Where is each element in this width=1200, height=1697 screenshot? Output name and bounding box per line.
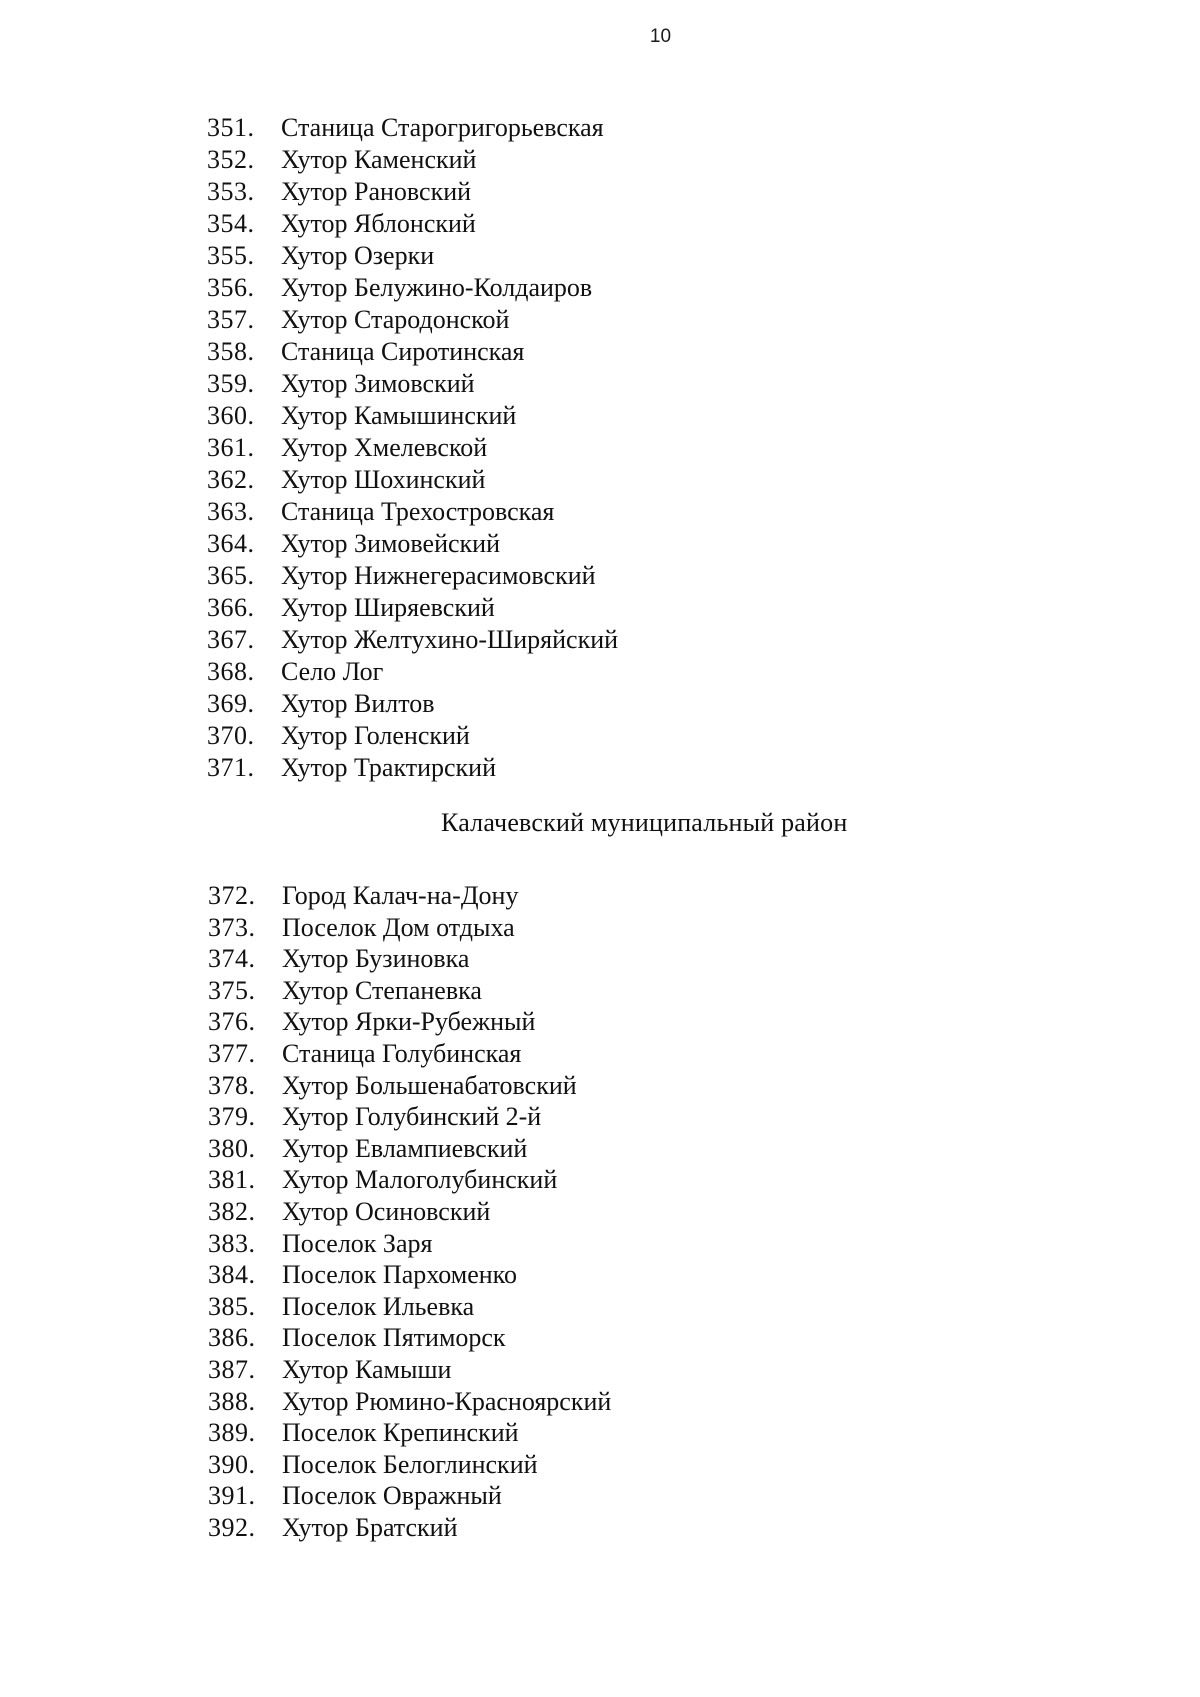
list-item — [208, 880, 611, 912]
list-item — [207, 624, 618, 656]
item-number: 351. — [207, 113, 255, 142]
settlement-name: Хутор Большенабатовский — [282, 1070, 577, 1100]
list-item — [207, 112, 618, 144]
settlement-name: Хутор Зимовский — [281, 369, 475, 398]
list-item — [207, 592, 618, 624]
settlement-name: Хутор Озерки — [281, 241, 435, 270]
list-item — [208, 1038, 611, 1070]
item-number: 390. — [208, 1449, 256, 1479]
settlement-name: Хутор Степаневка — [282, 975, 482, 1005]
list-item — [207, 208, 618, 240]
list-item — [208, 1164, 611, 1196]
item-number: 378. — [208, 1070, 256, 1100]
settlement-name: Станица Старогригорьевская — [281, 113, 604, 142]
item-number: 363. — [207, 497, 255, 526]
item-number: 388. — [208, 1386, 256, 1416]
list-item — [208, 975, 611, 1007]
list-item — [208, 943, 611, 975]
settlement-name: Поселок Заря — [282, 1228, 433, 1258]
settlement-name: Поселок Пятиморск — [282, 1323, 506, 1353]
settlement-name: Хутор Евлампиевский — [282, 1133, 528, 1163]
settlement-name: Поселок Овражный — [282, 1481, 502, 1511]
settlement-name: Поселок Крепинский — [282, 1418, 519, 1448]
item-number: 371. — [207, 753, 255, 782]
item-number: 355. — [207, 241, 255, 270]
settlement-name: Хутор Малоголубинский — [282, 1165, 558, 1195]
item-number: 383. — [208, 1228, 256, 1258]
settlement-name: Хутор Братский — [282, 1512, 458, 1542]
list-item — [207, 336, 618, 368]
list-item — [208, 1291, 611, 1323]
settlement-name: Хутор Голенский — [281, 721, 470, 750]
settlement-name: Хутор Камыши — [282, 1354, 452, 1384]
list-item — [207, 528, 618, 560]
item-number: 374. — [208, 944, 256, 974]
list-item — [208, 1133, 611, 1165]
list-item — [207, 400, 618, 432]
settlement-name: Хутор Бузиновка — [282, 944, 470, 974]
settlement-name: Поселок Ильевка — [282, 1291, 475, 1321]
item-number: 385. — [208, 1291, 256, 1321]
item-number: 389. — [208, 1418, 256, 1448]
item-number: 386. — [208, 1323, 256, 1353]
list-item — [207, 272, 618, 304]
settlement-name: Хутор Ярки-Рубежный — [282, 1007, 536, 1037]
item-number: 366. — [207, 593, 255, 622]
settlement-list-2 — [208, 880, 611, 1543]
list-item — [207, 464, 618, 496]
settlement-name: Станица Трехостровская — [281, 497, 555, 526]
settlement-name: Хутор Белужино-Колдаиров — [281, 273, 593, 302]
item-number: 362. — [207, 465, 255, 494]
item-number: 364. — [207, 529, 255, 558]
section-heading: Калачевский муниципальный район — [441, 808, 848, 837]
item-number: 368. — [207, 657, 255, 686]
item-number: 357. — [207, 305, 255, 334]
item-number: 380. — [208, 1133, 256, 1163]
item-number: 369. — [207, 689, 255, 718]
settlement-name: Хутор Зимовейский — [281, 529, 500, 558]
list-item — [208, 1354, 611, 1386]
list-item — [207, 304, 618, 336]
item-number: 376. — [208, 1007, 256, 1037]
list-item — [207, 752, 618, 784]
settlement-name: Хутор Голубинский 2-й — [282, 1102, 542, 1132]
settlement-name: Хутор Камышинский — [281, 401, 517, 430]
item-number: 391. — [208, 1481, 256, 1511]
list-item — [208, 1449, 611, 1481]
list-item — [208, 1322, 611, 1354]
settlement-name: Город Калач-на-Дону — [282, 881, 519, 910]
settlement-list-1 — [207, 112, 618, 784]
item-number: 365. — [207, 561, 255, 590]
item-number: 354. — [207, 209, 255, 238]
item-number: 377. — [208, 1038, 256, 1068]
list-item — [207, 688, 618, 720]
item-number: 352. — [207, 145, 255, 174]
list-item — [208, 1512, 611, 1544]
settlement-name: Хутор Трактирский — [281, 753, 497, 782]
settlement-name: Хутор Рюмино-Красноярский — [282, 1386, 612, 1416]
settlement-name: Хутор Шохинский — [281, 465, 486, 494]
page-number: 10 — [649, 26, 672, 47]
settlement-name: Хутор Хмелевской — [281, 433, 488, 462]
item-number: 360. — [207, 401, 255, 430]
settlement-name: Хутор Рановский — [281, 177, 472, 206]
list-item — [207, 144, 618, 176]
list-item — [208, 1196, 611, 1228]
list-item — [208, 1101, 611, 1133]
item-number: 353. — [207, 177, 255, 206]
list-item — [207, 656, 618, 688]
item-number: 379. — [208, 1102, 256, 1132]
list-item — [208, 1228, 611, 1260]
list-item — [208, 912, 611, 944]
item-number: 361. — [207, 433, 255, 462]
list-item — [208, 1006, 611, 1038]
list-item — [208, 1259, 611, 1291]
item-number: 372. — [208, 881, 256, 910]
settlement-name: Хутор Желтухино-Ширяйский — [281, 625, 619, 654]
settlement-name: Поселок Дом отдыха — [282, 912, 515, 942]
item-number: 373. — [208, 912, 256, 942]
settlement-name: Хутор Ширяевский — [281, 593, 495, 622]
item-number: 359. — [207, 369, 255, 398]
settlement-name: Хутор Яблонский — [281, 209, 476, 238]
item-number: 382. — [208, 1196, 256, 1226]
settlement-name: Хутор Каменский — [281, 145, 477, 174]
list-item — [207, 560, 618, 592]
item-number: 381. — [208, 1165, 256, 1195]
item-number: 384. — [208, 1260, 256, 1290]
settlement-name: Хутор Вилтов — [281, 689, 435, 718]
list-item — [207, 240, 618, 272]
settlement-name: Станица Сиротинская — [281, 337, 525, 366]
list-item — [207, 368, 618, 400]
list-item — [208, 1417, 611, 1449]
list-item — [207, 720, 618, 752]
list-item — [208, 1480, 611, 1512]
item-number: 375. — [208, 975, 256, 1005]
list-item — [207, 432, 618, 464]
settlement-name: Станица Голубинская — [282, 1038, 522, 1068]
settlement-name: Поселок Пархоменко — [282, 1260, 517, 1290]
list-item — [208, 1070, 611, 1102]
list-item — [207, 176, 618, 208]
settlement-name: Поселок Белоглинский — [282, 1449, 538, 1479]
item-number: 356. — [207, 273, 255, 302]
settlement-name: Хутор Нижнегерасимовский — [281, 561, 596, 590]
item-number: 367. — [207, 625, 255, 654]
settlement-name: Хутор Осиновский — [282, 1196, 491, 1226]
settlement-name: Село Лог — [281, 657, 384, 686]
item-number: 387. — [208, 1354, 256, 1384]
item-number: 358. — [207, 337, 255, 366]
list-item — [207, 496, 618, 528]
item-number: 392. — [208, 1512, 256, 1542]
list-item — [208, 1386, 611, 1418]
item-number: 370. — [207, 721, 255, 750]
settlement-name: Хутор Стародонской — [281, 305, 510, 334]
